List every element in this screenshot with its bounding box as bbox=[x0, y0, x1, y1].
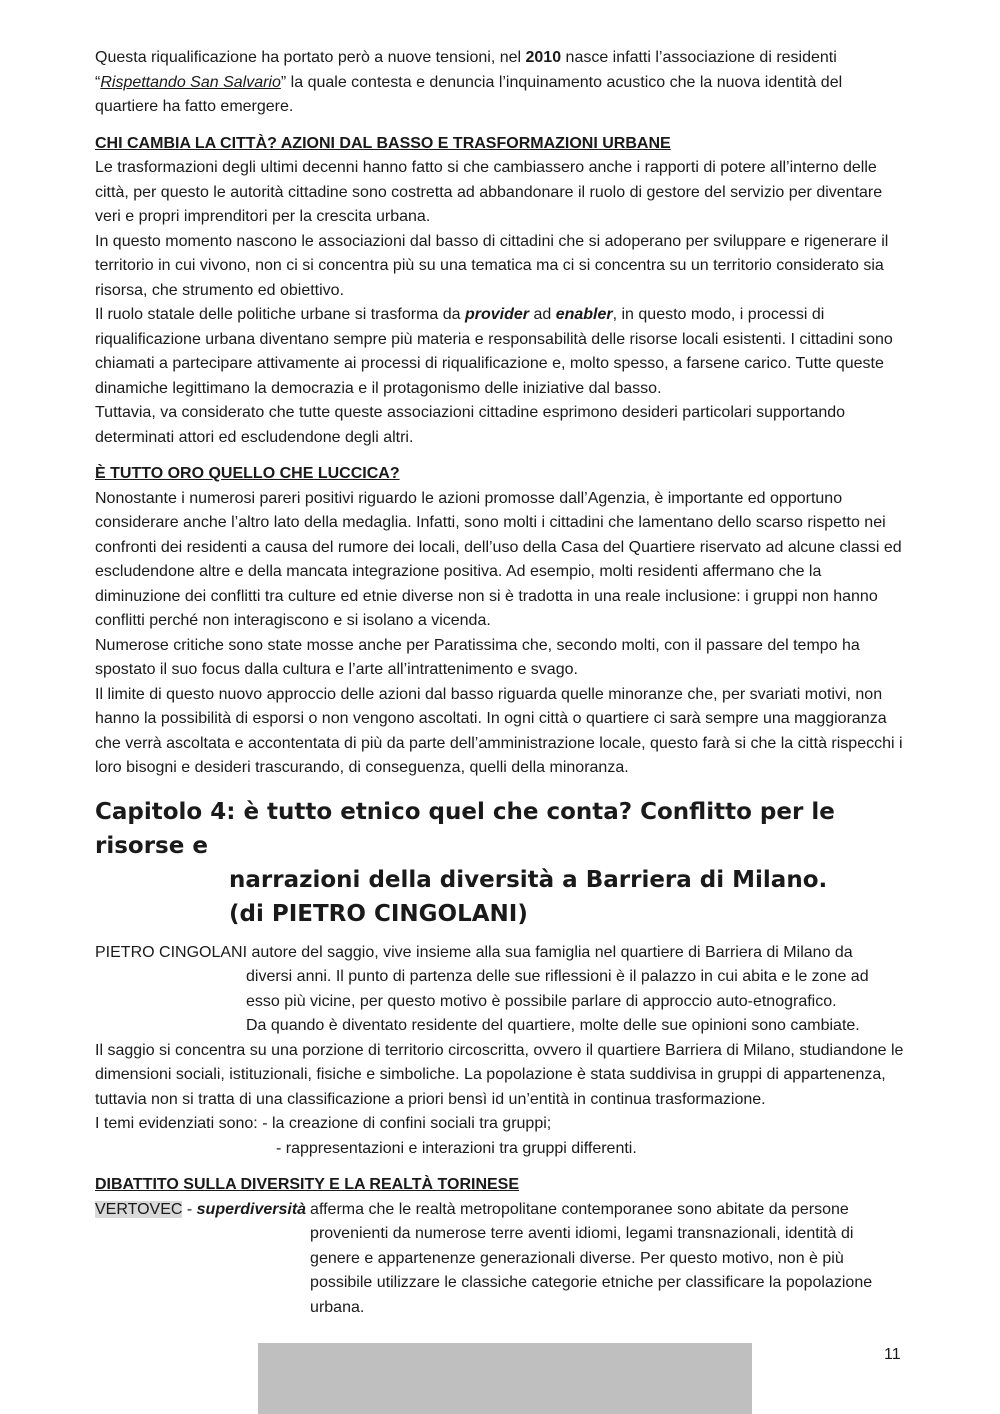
text-run: nasce infatti l’associazione di residenti “ bbox=[95, 49, 837, 91]
section-heading-chi-cambia: CHI CAMBIA LA CITTÀ? AZIONI DAL BASSO E TRASFORMAZIONI URBANE bbox=[95, 134, 671, 152]
chapter-title-line: narrazioni della diversità a Barriera di Milano. bbox=[229, 866, 828, 893]
chapter-title bbox=[95, 795, 905, 931]
themes-list-lead: I temi evidenziati sono: - la creazione di confini sociali tra gruppi; bbox=[95, 1115, 552, 1132]
paragraph: Tuttavia, va considerato che tutte queste associazioni cittadine esprimono desideri particolari supportando determinati attori ed escludendone degli altri. bbox=[95, 404, 846, 446]
association-name: Rispettando San Salvario bbox=[100, 73, 281, 91]
text-run: ” la quale contesta e denuncia l’inquinamento acustico che la nuova identità del quartiere ha fatto emergere. bbox=[95, 73, 843, 115]
definition-superdiversita bbox=[95, 1198, 905, 1321]
footer-gray-box bbox=[258, 1343, 752, 1414]
paragraph-intro: PIETRO CINGOLANI autore del saggio, vive insieme alla sua famiglia nel quartiere di Barriera di Milano da bbox=[95, 943, 853, 961]
themes-list-item: - rappresentazioni e interazioni tra gruppi differenti. bbox=[276, 1139, 637, 1157]
paragraph-provider-enabler bbox=[95, 303, 905, 401]
document-page bbox=[95, 46, 905, 1320]
paragraph-intro-continued: Da quando è diventato residente del quartiere, molte delle sue opinioni sono cambiate. bbox=[246, 1017, 860, 1034]
paragraph: Il saggio si concentra su una porzione di territorio circoscritta, ovvero il quartiere Barriera di Milano, studiandone le dimensioni sociali, istituzionali, fisiche e simboliche. La popolazione è stata suddivisa in gruppi di appartenenza, tuttavia non si tratta di una classificazione a priori bensì id un’entità in continua trasformazione. bbox=[95, 1041, 904, 1108]
section-heading-diversity: DIBATTITO SULLA DIVERSITY E LA REALTÀ TORINESE bbox=[95, 1176, 520, 1193]
term-enabler: enabler bbox=[555, 306, 613, 323]
text-run: , in questo modo, i processi di riqualificazione urbana diventano sempre più materia e responsabilità delle risorse locali esistenti. I cittadini sono chiamati a partecipare attivamente ai processi di riqualificazione e, molto spesso, a farsene carico. Tutte queste dinamiche legittimano la democrazia e il protagonismo delle iniziative dal basso. bbox=[95, 306, 893, 397]
paragraph-san-salvario bbox=[95, 46, 905, 120]
author-vertovec: VERTOVEC bbox=[95, 1200, 183, 1218]
paragraph: Le trasformazioni degli ultimi decenni hanno fatto si che cambiassero anche i rapporti di potere all’interno delle città, per questo le autorità cittadine sono costretta ad abbandonare il ruolo di gestore del servizio per diventare veri e propri imprenditori per la crescita urbana. bbox=[95, 159, 883, 225]
year-2010: 2010 bbox=[525, 49, 562, 66]
text-run: Questa riqualificazione ha portato però a nuove tensioni, nel bbox=[95, 49, 526, 66]
paragraph-intro-continued: diversi anni. Il punto di partenza delle sue riflessioni è il palazzo in cui abita e le zone ad esso più vicine, per questo motivo è possibile parlare di approccio auto-etnografico. bbox=[246, 968, 869, 1010]
paragraph: Il limite di questo nuovo approccio delle azioni dal basso riguarda quelle minoranze che, per svariati motivi, non hanno la possibilità di esporsi o non vengono ascoltati. In ogni città o quartiere ci sarà sempre una maggioranza che verrà ascoltata e accontentata di più da parte dell’amministrazione locale, questo farà si che la città rispecchi i loro bisogni e desideri trascurando, di conseguenza, quelli della minoranza. bbox=[95, 685, 903, 776]
chapter-author: (di PIETRO CINGOLANI) bbox=[229, 900, 528, 927]
chapter-title-line: Capitolo 4: è tutto etnico quel che conta? Conflitto per le risorse e bbox=[95, 798, 835, 859]
text-run: ad bbox=[529, 306, 556, 323]
page-number: 11 bbox=[884, 1346, 901, 1363]
term-superdiversita: superdiversità bbox=[196, 1200, 307, 1218]
text-run: Il ruolo statale delle politiche urbane si trasforma da bbox=[95, 306, 465, 323]
definition-lead bbox=[95, 1198, 306, 1321]
paragraph: Nonostante i numerosi pareri positivi riguardo le azioni promosse dall’Agenzia, è importante ed opportuno considerare anche l’altro lato della medaglia. Infatti, sono molti i cittadini che lamentano dello scarso rispetto nei confronti dei residenti a causa del rumore dei locali, dell’uso della Casa del Quartiere riservato ad alcune classi ed escludendone altre e della mancata integrazione positiva. Ad esempio, molti residenti affermano che la diminuzione dei conflitti tra culture ed etnie diverse non si è tradotta in una reale inclusione: i gruppi non hanno conflitti perché non interagiscono e si isolano a vicenda. bbox=[95, 489, 902, 629]
section-heading-tutto-oro: È TUTTO ORO QUELLO CHE LUCCICA? bbox=[95, 465, 400, 482]
paragraph: Numerose critiche sono state mosse anche per Paratissima che, secondo molti, con il passare del tempo ha spostato il suo focus dalla cultura e l’arte all’intrattenimento e svago. bbox=[95, 636, 860, 678]
term-provider: provider bbox=[464, 306, 529, 323]
definition-text: afferma che le realtà metropolitane contemporanee sono abitate da persone provenienti da numerose terre aventi idiomi, legami transnazionali, identità di genere e appartenenze generazionali diverse. Per questo motivo, non è più possibile utilizzare le classiche categorie etniche per classificare la popolazione urbana. bbox=[310, 1200, 873, 1316]
paragraph: In questo momento nascono le associazioni dal basso di cittadini che si adoperano per sviluppare e rigenerare il territorio in cui vivono, non ci si concentra più su una tematica ma ci si concentra su un territorio considerato sia risorsa, che strumento ed obiettivo. bbox=[95, 232, 889, 299]
text-run: - bbox=[182, 1200, 197, 1218]
